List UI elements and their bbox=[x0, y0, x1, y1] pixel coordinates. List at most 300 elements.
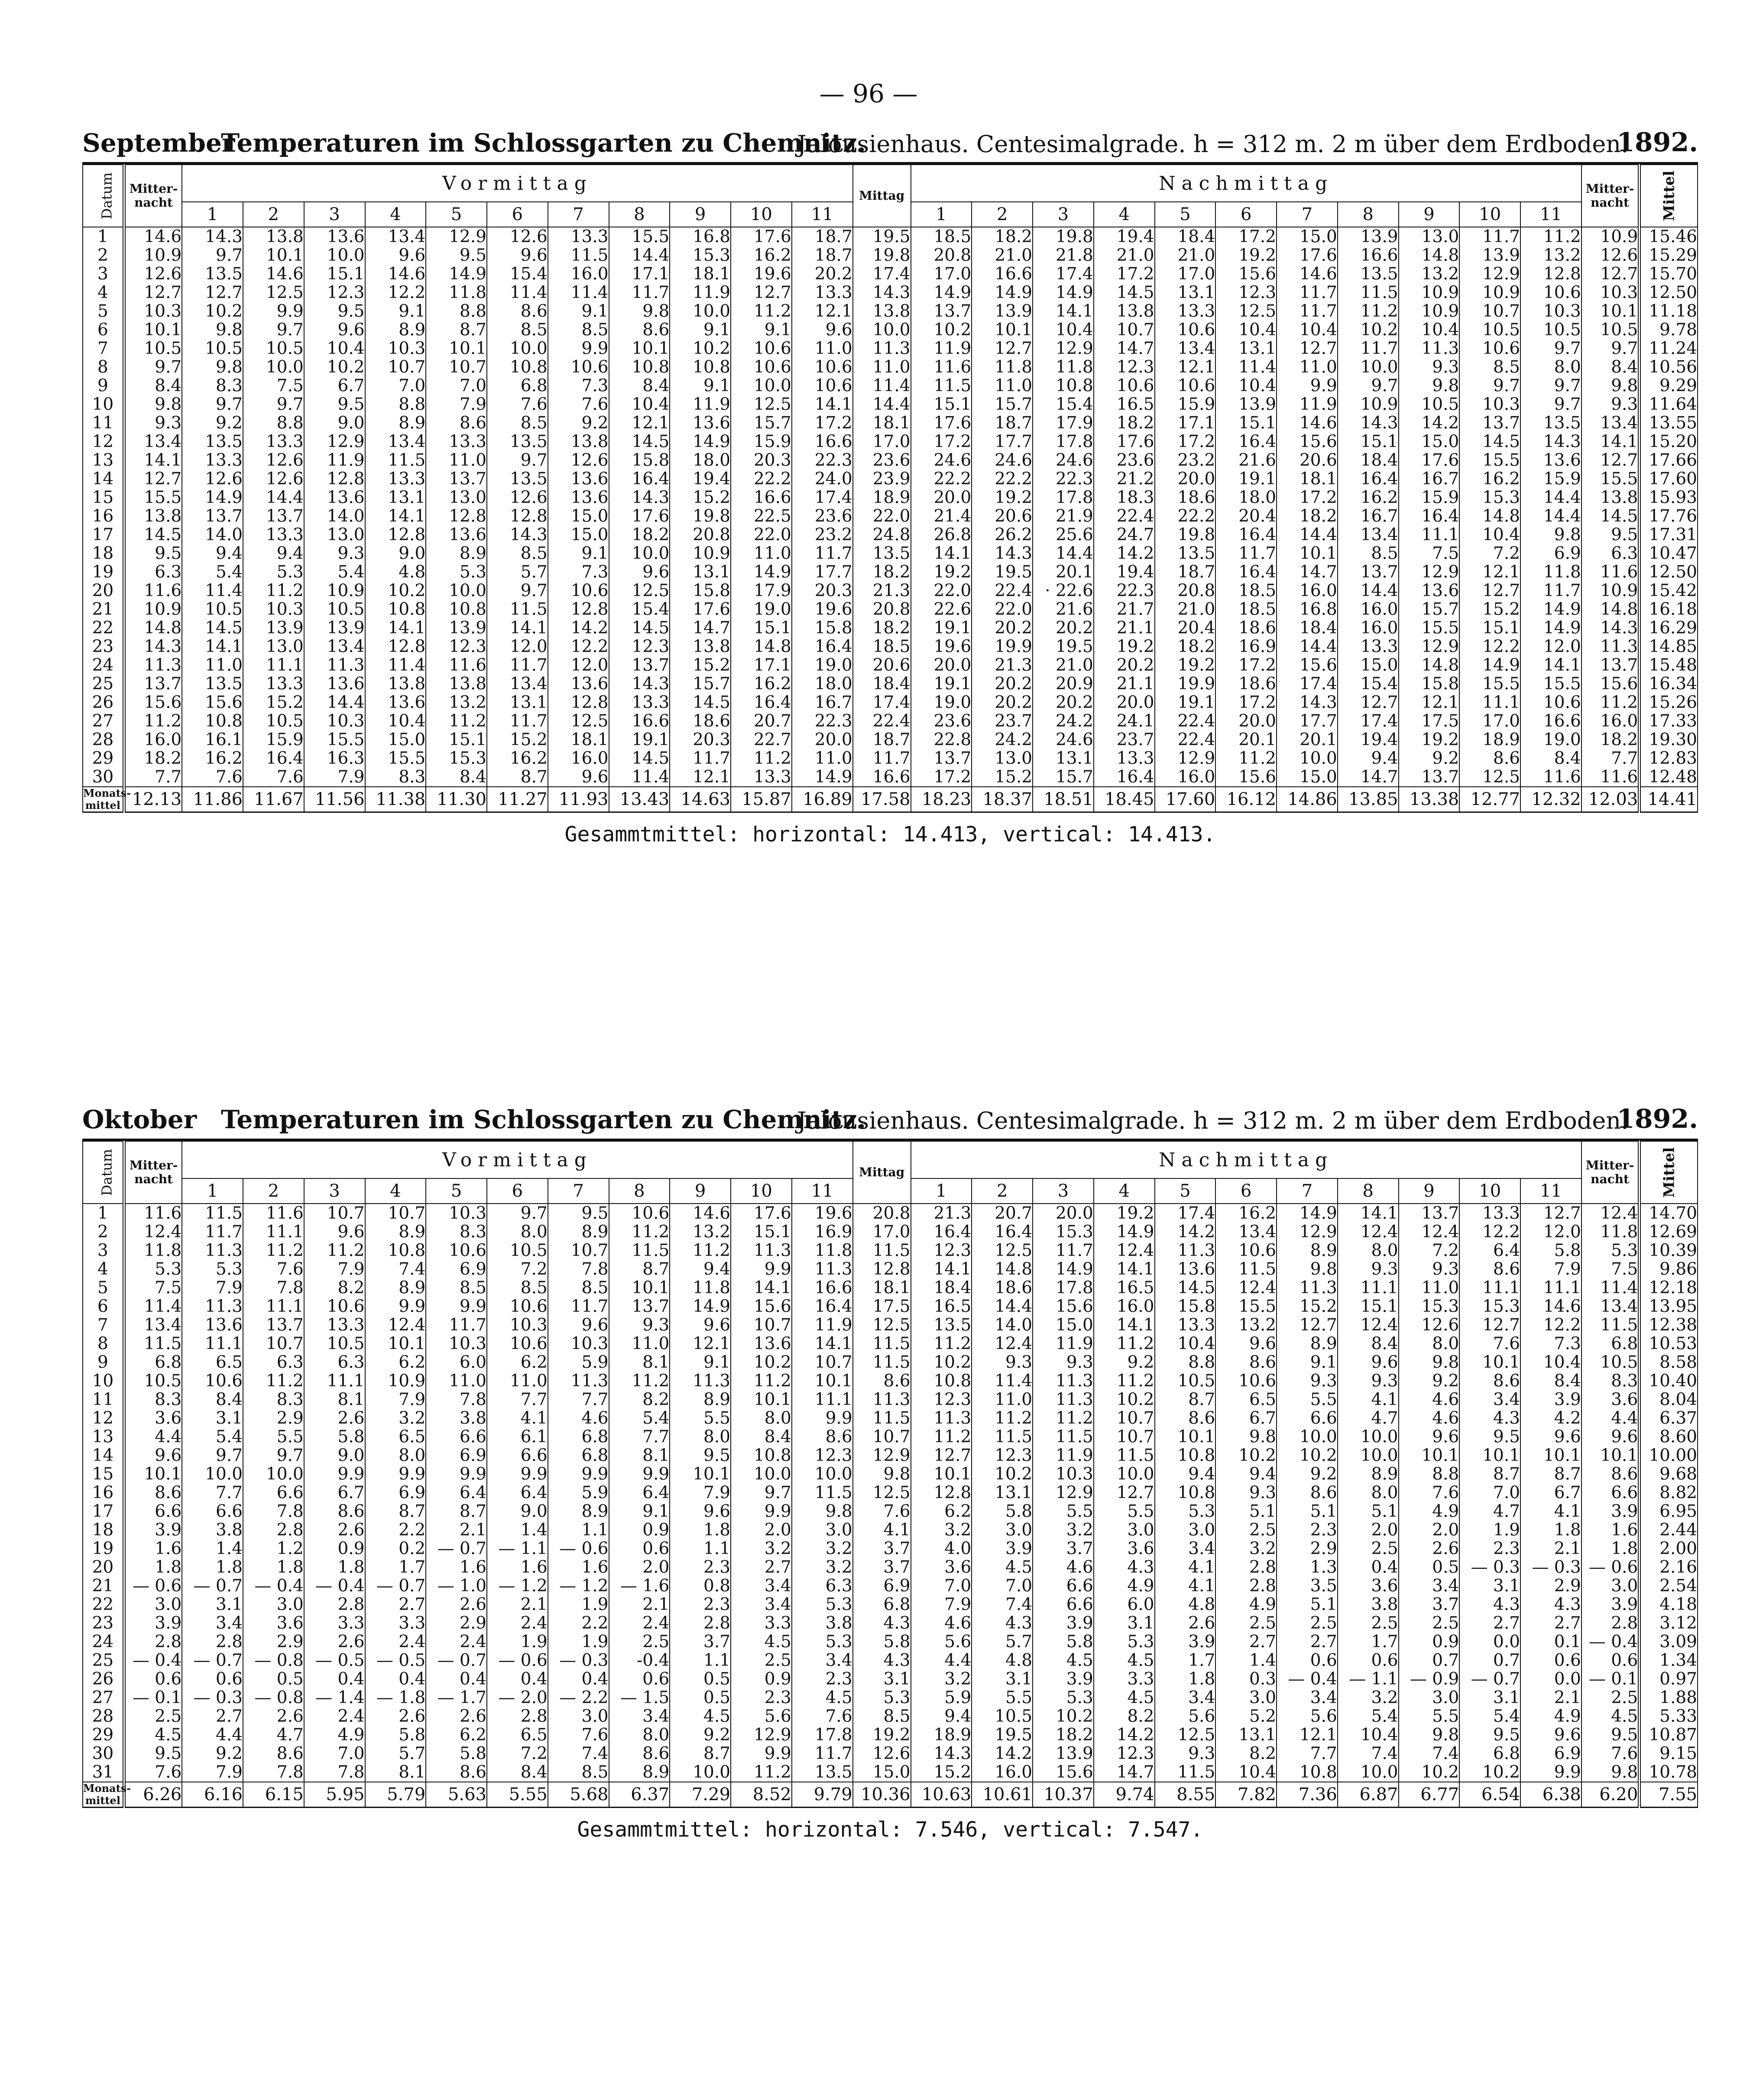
value-cell: 15.3 bbox=[1399, 1297, 1460, 1316]
mittag-header: Mittag bbox=[853, 1141, 911, 1204]
value-cell: 8.6 bbox=[1277, 1483, 1338, 1502]
table-row bbox=[83, 675, 1698, 693]
value-cell: 10.4 bbox=[304, 339, 365, 358]
value-cell: 8.9 bbox=[1277, 1241, 1338, 1260]
value-cell: 16.4 bbox=[731, 693, 792, 712]
value-cell: 12.1 bbox=[670, 1334, 731, 1353]
value-cell: 16.29 bbox=[1640, 619, 1698, 637]
value-cell: 3.2 bbox=[1338, 1688, 1399, 1707]
value-cell: 0.4 bbox=[426, 1670, 487, 1688]
value-cell: 10.8 bbox=[365, 1241, 426, 1260]
value-cell: 9.5 bbox=[1581, 526, 1640, 544]
value-cell: 7.0 bbox=[365, 377, 426, 395]
value-cell: 4.4 bbox=[911, 1651, 972, 1670]
value-cell: 16.2 bbox=[1338, 488, 1399, 507]
value-cell: 13.0 bbox=[304, 526, 365, 544]
value-cell: 15.5 bbox=[1459, 675, 1520, 693]
value-cell: 0.7 bbox=[1459, 1651, 1520, 1670]
value-cell: 9.5 bbox=[124, 544, 182, 563]
value-cell: 2.4 bbox=[365, 1633, 426, 1651]
value-cell: 15.2 bbox=[487, 730, 548, 749]
value-cell: 19.2 bbox=[1215, 246, 1277, 265]
value-cell: 9.68 bbox=[1640, 1465, 1698, 1483]
value-cell: 12.1 bbox=[1155, 358, 1216, 377]
value-cell: 13.2 bbox=[426, 693, 487, 712]
value-cell: 13.0 bbox=[426, 488, 487, 507]
value-cell: 9.1 bbox=[548, 302, 609, 321]
value-cell: 11.3 bbox=[792, 1260, 853, 1279]
value-cell: 13.1 bbox=[1033, 749, 1094, 768]
mittag-header: Mittag bbox=[853, 165, 911, 227]
value-cell: 11.3 bbox=[124, 656, 182, 675]
table-row bbox=[83, 526, 1698, 544]
value-cell: 1.8 bbox=[124, 1558, 182, 1577]
value-cell: 20.3 bbox=[670, 730, 731, 749]
value-cell: 21.1 bbox=[1094, 619, 1155, 637]
value-cell: 12.9 bbox=[853, 1446, 911, 1465]
value-cell: 2.5 bbox=[1277, 1614, 1338, 1633]
value-cell: 1.1 bbox=[670, 1539, 731, 1558]
value-cell: 3.09 bbox=[1640, 1633, 1698, 1651]
table-row bbox=[83, 1651, 1698, 1670]
value-cell: 15.3 bbox=[1459, 488, 1520, 507]
value-cell: 1.8 bbox=[670, 1521, 731, 1539]
value-cell: 10.3 bbox=[304, 712, 365, 730]
section-heading bbox=[82, 1097, 1698, 1137]
value-cell: 15.1 bbox=[731, 619, 792, 637]
value-cell: 2.6 bbox=[304, 1521, 365, 1539]
value-cell: 22.2 bbox=[1155, 507, 1216, 526]
value-cell: 18.2 bbox=[1094, 414, 1155, 432]
value-cell: 12.5 bbox=[853, 1483, 911, 1502]
value-cell: 11.2 bbox=[911, 1334, 972, 1353]
value-cell: 3.9 bbox=[1033, 1670, 1094, 1688]
value-cell: — 0.3 bbox=[182, 1688, 243, 1707]
value-cell: 10.2 bbox=[1338, 321, 1399, 339]
value-cell: 6.5 bbox=[487, 1726, 548, 1744]
value-cell: 9.0 bbox=[304, 1446, 365, 1465]
value-cell: 14.3 bbox=[487, 526, 548, 544]
value-cell: 3.8 bbox=[426, 1409, 487, 1428]
value-cell: 13.4 bbox=[365, 227, 426, 246]
value-cell: 17.6 bbox=[1094, 432, 1155, 451]
table-row bbox=[83, 1390, 1698, 1409]
value-cell: 13.6 bbox=[1155, 1260, 1216, 1279]
value-cell: 13.7 bbox=[243, 1316, 304, 1334]
value-cell: 9.9 bbox=[1520, 1763, 1581, 1782]
value-cell: 10.2 bbox=[911, 1353, 972, 1372]
value-cell: 2.8 bbox=[182, 1633, 243, 1651]
value-cell: 15.5 bbox=[1215, 1297, 1277, 1316]
value-cell: 2.2 bbox=[365, 1521, 426, 1539]
value-cell: 10.1 bbox=[972, 321, 1033, 339]
value-cell: 10.9 bbox=[365, 1372, 426, 1390]
value-cell: 7.6 bbox=[487, 395, 548, 414]
value-cell: 13.5 bbox=[487, 470, 548, 488]
value-cell: 2.5 bbox=[731, 1651, 792, 1670]
value-cell: 4.5 bbox=[124, 1726, 182, 1744]
value-cell: 13.2 bbox=[1215, 1316, 1277, 1334]
value-cell: 11.1 bbox=[1399, 526, 1460, 544]
value-cell: 6.2 bbox=[426, 1726, 487, 1744]
value-cell: 9.3 bbox=[1033, 1353, 1094, 1372]
value-cell: 7.6 bbox=[853, 1502, 911, 1521]
value-cell: 17.2 bbox=[911, 768, 972, 787]
value-cell: 7.3 bbox=[548, 377, 609, 395]
value-cell: 16.0 bbox=[548, 749, 609, 768]
monthly-mean-row bbox=[83, 787, 1698, 812]
hour-header: 1 bbox=[911, 1178, 972, 1204]
value-cell: 3.2 bbox=[365, 1409, 426, 1428]
value-cell: 15.7 bbox=[670, 675, 731, 693]
value-cell: 3.3 bbox=[304, 1614, 365, 1633]
value-cell: 11.5 bbox=[853, 1409, 911, 1428]
value-cell: 14.5 bbox=[1459, 432, 1520, 451]
mean-cell: 7.29 bbox=[670, 1782, 731, 1808]
value-cell: 19.4 bbox=[1094, 227, 1155, 246]
value-cell: 14.5 bbox=[1581, 507, 1640, 526]
mean-cell: 18.23 bbox=[911, 787, 972, 812]
day-cell: 27 bbox=[83, 712, 124, 730]
value-cell: 15.5 bbox=[609, 227, 670, 246]
value-cell: 17.66 bbox=[1640, 451, 1698, 470]
value-cell: 14.4 bbox=[1277, 526, 1338, 544]
value-cell: — 1.6 bbox=[609, 1577, 670, 1595]
value-cell: 7.8 bbox=[243, 1763, 304, 1782]
mean-cell: 6.20 bbox=[1581, 1782, 1640, 1808]
hour-header: 7 bbox=[548, 1178, 609, 1204]
value-cell: 21.3 bbox=[972, 656, 1033, 675]
value-cell: 10.2 bbox=[1094, 1390, 1155, 1409]
table-row bbox=[83, 1670, 1698, 1688]
table-row bbox=[83, 1446, 1698, 1465]
mean-cell: 11.56 bbox=[304, 787, 365, 812]
value-cell: 3.4 bbox=[1155, 1539, 1216, 1558]
value-cell: 6.4 bbox=[487, 1483, 548, 1502]
value-cell: 12.1 bbox=[609, 414, 670, 432]
value-cell: 3.2 bbox=[1033, 1521, 1094, 1539]
value-cell: 10.9 bbox=[1581, 581, 1640, 600]
value-cell: 2.6 bbox=[426, 1707, 487, 1726]
value-cell: 22.3 bbox=[792, 712, 853, 730]
value-cell: 11.5 bbox=[548, 246, 609, 265]
day-cell: 8 bbox=[83, 1334, 124, 1353]
value-cell: 10.0 bbox=[1338, 1428, 1399, 1446]
value-cell: 13.6 bbox=[304, 227, 365, 246]
value-cell: 12.2 bbox=[1520, 1316, 1581, 1334]
value-cell: 20.1 bbox=[1277, 730, 1338, 749]
value-cell: 8.3 bbox=[1581, 1372, 1640, 1390]
value-cell: 9.7 bbox=[243, 321, 304, 339]
value-cell: 15.8 bbox=[1399, 675, 1460, 693]
value-cell: 10.1 bbox=[1581, 1446, 1640, 1465]
value-cell: 8.2 bbox=[609, 1390, 670, 1409]
value-cell: 9.6 bbox=[548, 768, 609, 787]
value-cell: 4.8 bbox=[1155, 1595, 1216, 1614]
value-cell: 7.8 bbox=[243, 1279, 304, 1297]
value-cell: 7.5 bbox=[243, 377, 304, 395]
mitternacht-header: Mitter-nacht bbox=[1581, 165, 1640, 227]
value-cell: 10.5 bbox=[182, 600, 243, 619]
value-cell: 21.8 bbox=[1033, 246, 1094, 265]
table-row bbox=[83, 1334, 1698, 1353]
value-cell: 22.6 bbox=[911, 600, 972, 619]
value-cell: 8.8 bbox=[1399, 1465, 1460, 1483]
value-cell: 11.5 bbox=[182, 1204, 243, 1223]
hour-header: 6 bbox=[487, 1178, 548, 1204]
value-cell: 15.6 bbox=[731, 1297, 792, 1316]
value-cell: 3.9 bbox=[124, 1521, 182, 1539]
value-cell: 5.3 bbox=[182, 1260, 243, 1279]
value-cell: 10.0 bbox=[609, 544, 670, 563]
value-cell: 11.5 bbox=[1338, 283, 1399, 302]
table-row bbox=[83, 1558, 1698, 1577]
value-cell: 11.0 bbox=[1399, 1279, 1460, 1297]
mean-cell: 13.85 bbox=[1338, 787, 1399, 812]
value-cell: 17.7 bbox=[972, 432, 1033, 451]
value-cell: 20.2 bbox=[972, 693, 1033, 712]
value-cell: 12.0 bbox=[548, 656, 609, 675]
value-cell: 11.0 bbox=[487, 1372, 548, 1390]
value-cell: 19.4 bbox=[1338, 730, 1399, 749]
value-cell: 7.7 bbox=[124, 768, 182, 787]
value-cell: 4.9 bbox=[304, 1726, 365, 1744]
value-cell: 6.8 bbox=[548, 1428, 609, 1446]
value-cell: 9.7 bbox=[243, 395, 304, 414]
value-cell: 18.5 bbox=[853, 637, 911, 656]
value-cell: 12.5 bbox=[1459, 768, 1520, 787]
value-cell: 10.2 bbox=[1215, 1446, 1277, 1465]
value-cell: 10.3 bbox=[426, 1334, 487, 1353]
value-cell: 2.5 bbox=[1215, 1521, 1277, 1539]
value-cell: 7.4 bbox=[1399, 1744, 1460, 1763]
value-cell: 13.3 bbox=[609, 693, 670, 712]
value-cell: 9.6 bbox=[487, 246, 548, 265]
hour-header: 5 bbox=[426, 1178, 487, 1204]
value-cell: 4.2 bbox=[1520, 1409, 1581, 1428]
value-cell: 12.7 bbox=[1338, 693, 1399, 712]
value-cell: 8.4 bbox=[731, 1428, 792, 1446]
value-cell: 19.4 bbox=[1094, 563, 1155, 581]
value-cell: 20.0 bbox=[911, 488, 972, 507]
value-cell: 12.1 bbox=[1459, 563, 1520, 581]
value-cell: 11.7 bbox=[1033, 1241, 1094, 1260]
value-cell: 18.2 bbox=[972, 227, 1033, 246]
value-cell: 11.3 bbox=[304, 656, 365, 675]
value-cell: 14.5 bbox=[609, 619, 670, 637]
value-cell: 16.7 bbox=[792, 693, 853, 712]
value-cell: 17.2 bbox=[1215, 693, 1277, 712]
value-cell: 5.3 bbox=[792, 1595, 853, 1614]
value-cell: 23.6 bbox=[911, 712, 972, 730]
value-cell: 8.0 bbox=[1520, 358, 1581, 377]
value-cell: 4.18 bbox=[1640, 1595, 1698, 1614]
value-cell: 11.3 bbox=[853, 1390, 911, 1409]
day-cell: 2 bbox=[83, 246, 124, 265]
value-cell: 15.4 bbox=[1033, 395, 1094, 414]
value-cell: 8.8 bbox=[243, 414, 304, 432]
mean-cell: 10.36 bbox=[853, 1782, 911, 1808]
value-cell: 14.5 bbox=[609, 432, 670, 451]
value-cell: 12.3 bbox=[609, 637, 670, 656]
value-cell: 4.6 bbox=[1399, 1409, 1460, 1428]
value-cell: 13.6 bbox=[182, 1316, 243, 1334]
value-cell: 9.6 bbox=[670, 1502, 731, 1521]
value-cell: 10.6 bbox=[1520, 283, 1581, 302]
value-cell: 14.4 bbox=[853, 395, 911, 414]
value-cell: 8.6 bbox=[609, 1744, 670, 1763]
value-cell: 9.29 bbox=[1640, 377, 1698, 395]
table-row bbox=[83, 1577, 1698, 1595]
value-cell: 10.1 bbox=[1155, 1428, 1216, 1446]
table-row bbox=[83, 1223, 1698, 1241]
value-cell: 7.9 bbox=[426, 395, 487, 414]
value-cell: 18.6 bbox=[1155, 488, 1216, 507]
value-cell: 7.7 bbox=[1581, 749, 1640, 768]
value-cell: 12.5 bbox=[972, 1241, 1033, 1260]
value-cell: 9.78 bbox=[1640, 321, 1698, 339]
value-cell: 5.7 bbox=[972, 1633, 1033, 1651]
value-cell: 21.0 bbox=[972, 246, 1033, 265]
value-cell: 8.58 bbox=[1640, 1353, 1698, 1372]
value-cell: 9.0 bbox=[487, 1502, 548, 1521]
value-cell: 17.1 bbox=[731, 656, 792, 675]
value-cell: 6.5 bbox=[182, 1353, 243, 1372]
value-cell: 4.8 bbox=[365, 563, 426, 581]
mittel-header bbox=[1640, 1141, 1698, 1204]
value-cell: 17.0 bbox=[911, 265, 972, 283]
value-cell: 6.7 bbox=[1215, 1409, 1277, 1428]
value-cell: 9.7 bbox=[243, 1446, 304, 1465]
value-cell: 10.0 bbox=[487, 339, 548, 358]
value-cell: 15.6 bbox=[1033, 1763, 1094, 1782]
day-cell: 4 bbox=[83, 1260, 124, 1279]
value-cell: 16.6 bbox=[853, 768, 911, 787]
value-cell: 10.3 bbox=[1459, 395, 1520, 414]
value-cell: 11.3 bbox=[911, 1409, 972, 1428]
value-cell: 10.6 bbox=[304, 1297, 365, 1316]
value-cell: 3.9 bbox=[1581, 1595, 1640, 1614]
value-cell: 5.9 bbox=[548, 1483, 609, 1502]
value-cell: 17.7 bbox=[792, 563, 853, 581]
value-cell: 16.7 bbox=[1338, 507, 1399, 526]
value-cell: 13.9 bbox=[1215, 395, 1277, 414]
value-cell: 9.8 bbox=[182, 321, 243, 339]
value-cell: 9.9 bbox=[731, 1502, 792, 1521]
value-cell: 8.5 bbox=[487, 1279, 548, 1297]
value-cell: 8.1 bbox=[609, 1353, 670, 1372]
value-cell: 3.1 bbox=[1459, 1577, 1520, 1595]
value-cell: 17.6 bbox=[670, 600, 731, 619]
value-cell: 13.7 bbox=[609, 656, 670, 675]
value-cell: 0.6 bbox=[1277, 1651, 1338, 1670]
value-cell: 8.9 bbox=[1338, 1465, 1399, 1483]
value-cell: 11.8 bbox=[670, 1279, 731, 1297]
value-cell: 10.7 bbox=[365, 358, 426, 377]
value-cell: 8.2 bbox=[1215, 1744, 1277, 1763]
value-cell: 19.30 bbox=[1640, 730, 1698, 749]
value-cell: 12.5 bbox=[548, 712, 609, 730]
value-cell: 5.4 bbox=[1338, 1707, 1399, 1726]
value-cell: 12.4 bbox=[1581, 1204, 1640, 1223]
value-cell: 19.4 bbox=[670, 470, 731, 488]
value-cell: 11.5 bbox=[1155, 1763, 1216, 1782]
hour-header: 1 bbox=[182, 1178, 243, 1204]
value-cell: 10.6 bbox=[1155, 377, 1216, 395]
value-cell: 2.8 bbox=[1215, 1558, 1277, 1577]
value-cell: 8.7 bbox=[487, 768, 548, 787]
value-cell: 15.46 bbox=[1640, 227, 1698, 246]
value-cell: 11.6 bbox=[1520, 768, 1581, 787]
value-cell: 12.8 bbox=[548, 600, 609, 619]
hour-header: 11 bbox=[792, 1178, 853, 1204]
value-cell: 10.7 bbox=[1094, 1428, 1155, 1446]
table-row bbox=[83, 414, 1698, 432]
value-cell: 0.6 bbox=[124, 1670, 182, 1688]
value-cell: 23.2 bbox=[792, 526, 853, 544]
value-cell: 7.6 bbox=[792, 1707, 853, 1726]
value-cell: 13.7 bbox=[1399, 768, 1460, 787]
value-cell: 5.3 bbox=[243, 563, 304, 581]
value-cell: 14.9 bbox=[426, 265, 487, 283]
value-cell: 6.4 bbox=[609, 1483, 670, 1502]
value-cell: 10.1 bbox=[792, 1372, 853, 1390]
value-cell: 12.9 bbox=[426, 227, 487, 246]
value-cell: 7.6 bbox=[1581, 1744, 1640, 1763]
value-cell: 8.9 bbox=[365, 321, 426, 339]
value-cell: 10.7 bbox=[548, 1241, 609, 1260]
value-cell: 3.4 bbox=[1459, 1390, 1520, 1409]
value-cell: 16.9 bbox=[1215, 637, 1277, 656]
value-cell: — 0.1 bbox=[124, 1688, 182, 1707]
table-row bbox=[83, 1279, 1698, 1297]
mean-cell: 15.87 bbox=[731, 787, 792, 812]
hour-header: 9 bbox=[670, 202, 731, 227]
value-cell: 14.1 bbox=[911, 1260, 972, 1279]
hour-header: 9 bbox=[1399, 1178, 1460, 1204]
hour-header: 4 bbox=[1094, 202, 1155, 227]
value-cell: 11.0 bbox=[972, 377, 1033, 395]
value-cell: 11.6 bbox=[426, 656, 487, 675]
value-cell: 8.5 bbox=[487, 321, 548, 339]
value-cell: 0.9 bbox=[1399, 1633, 1460, 1651]
value-cell: 18.2 bbox=[124, 749, 182, 768]
value-cell: 12.5 bbox=[853, 1316, 911, 1334]
value-cell: 22.3 bbox=[1033, 470, 1094, 488]
value-cell: 9.9 bbox=[609, 1465, 670, 1483]
value-cell: 16.3 bbox=[304, 749, 365, 768]
day-cell: 31 bbox=[83, 1763, 124, 1782]
hour-header: 1 bbox=[182, 202, 243, 227]
value-cell: 10.4 bbox=[1215, 1763, 1277, 1782]
value-cell: 10.9 bbox=[1581, 227, 1640, 246]
mean-cell: 6.16 bbox=[182, 1782, 243, 1808]
value-cell: 9.5 bbox=[124, 1744, 182, 1763]
value-cell: 10.9 bbox=[670, 544, 731, 563]
value-cell: 11.0 bbox=[731, 544, 792, 563]
value-cell: 21.4 bbox=[911, 507, 972, 526]
value-cell: 9.8 bbox=[609, 302, 670, 321]
mean-cell: 9.79 bbox=[792, 1782, 853, 1808]
value-cell: 11.64 bbox=[1640, 395, 1698, 414]
value-cell: 10.3 bbox=[124, 302, 182, 321]
value-cell: 11.7 bbox=[182, 1223, 243, 1241]
value-cell: 20.8 bbox=[1155, 581, 1216, 600]
value-cell: 16.4 bbox=[792, 637, 853, 656]
day-cell: 9 bbox=[83, 377, 124, 395]
value-cell: 19.2 bbox=[911, 563, 972, 581]
value-cell: 15.9 bbox=[731, 432, 792, 451]
